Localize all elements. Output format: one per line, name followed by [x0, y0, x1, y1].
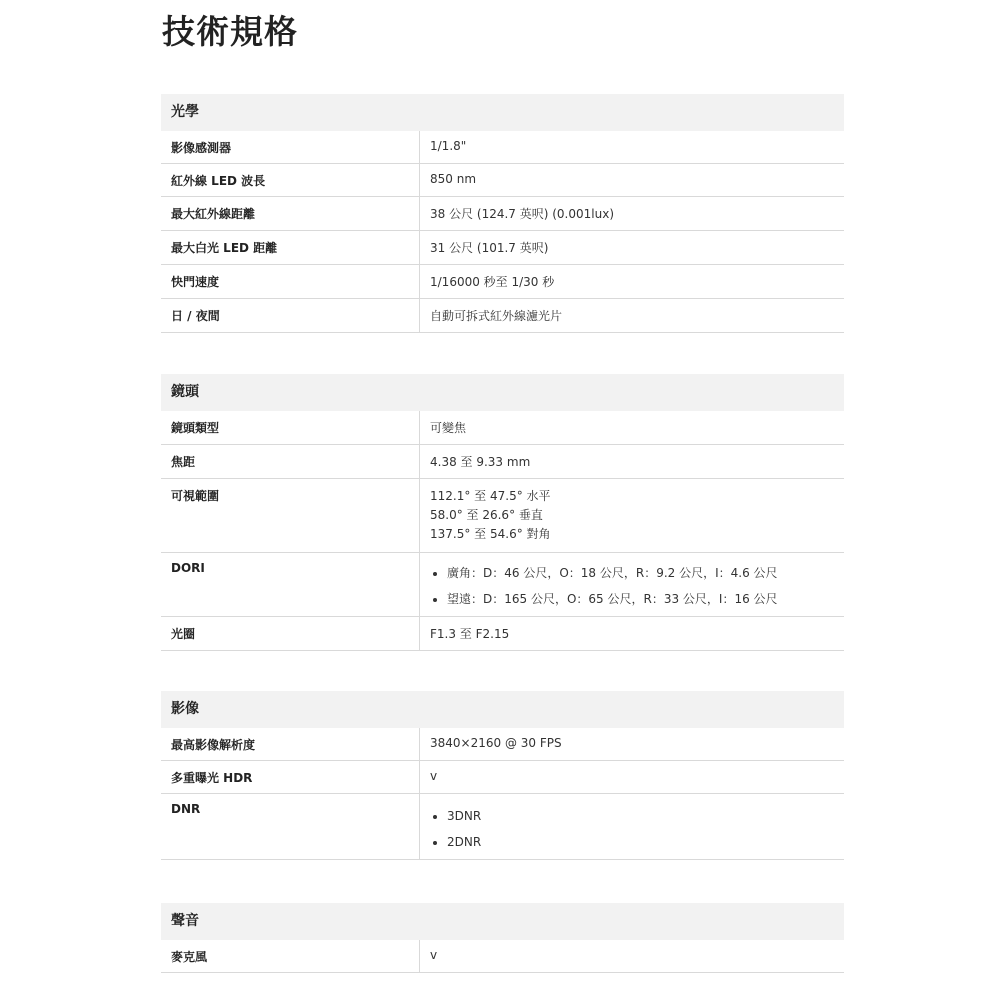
- section-video: [161, 691, 844, 860]
- spec-row-dnr: [161, 794, 844, 860]
- spec-row-day-night: [161, 299, 844, 333]
- section-header-lens: 鏡頭: [161, 374, 844, 411]
- spec-label: 紅外線 LED 波長: [161, 164, 420, 196]
- spec-label: 最大紅外線距離: [161, 197, 420, 230]
- list-item: • 廣角：D：46 公尺，O：18 公尺，R：9.2 公尺，I：4.6 公尺: [447, 560, 844, 586]
- spec-label: 快門速度: [161, 265, 420, 298]
- spec-label: 麥克風: [161, 940, 420, 972]
- section-lens: [161, 374, 844, 651]
- spec-value: 可變焦: [430, 421, 467, 435]
- spec-value: [420, 553, 844, 616]
- spec-label: DORI: [161, 553, 420, 616]
- spec-value: 3840×2160 @ 30 FPS: [430, 736, 562, 750]
- spec-value: 自動可拆式紅外線濾光片: [430, 309, 563, 323]
- list-item: • 3DNR: [447, 803, 844, 829]
- page-title: 技術規格: [162, 12, 298, 51]
- section-header-video: 影像: [161, 691, 844, 728]
- spec-row-shutter: [161, 265, 844, 299]
- spec-value: 1/16000 秒至 1/30 秒: [430, 275, 555, 289]
- spec-value: F1.3 至 F2.15: [430, 627, 510, 641]
- list-item: • 望遠：D：165 公尺，O：65 公尺，R：33 公尺，I：16 公尺: [447, 586, 844, 612]
- spec-value: 4.38 至 9.33 mm: [430, 455, 531, 469]
- spec-label: 光圈: [161, 617, 420, 650]
- spec-label: 可視範圍: [161, 479, 420, 552]
- spec-label: 最高影像解析度: [161, 728, 420, 760]
- spec-row-white-led: [161, 231, 844, 265]
- spec-row-aperture: [161, 617, 844, 651]
- spec-value: 31 公尺 (101.7 英呎): [430, 241, 549, 255]
- spec-row-fov: [161, 479, 844, 553]
- spec-row-focal-length: [161, 445, 844, 479]
- spec-label: 多重曝光 HDR: [161, 761, 420, 793]
- spec-value: [420, 479, 844, 552]
- fov-horizontal: 112.1° 至 47.5° 水平: [430, 489, 551, 503]
- section-header-optics: 光學: [161, 94, 844, 131]
- spec-row-sensor: [161, 131, 844, 164]
- spec-row-microphone: [161, 940, 844, 973]
- dori-list: [430, 560, 844, 612]
- fov-diagonal: 137.5° 至 54.6° 對角: [430, 527, 551, 541]
- spec-label: 影像感測器: [161, 131, 420, 163]
- spec-row-ir-wavelength: [161, 164, 844, 197]
- spec-value: 850 nm: [430, 172, 477, 186]
- spec-value: 38 公尺 (124.7 英呎) (0.001lux): [430, 207, 615, 221]
- spec-value: [420, 794, 844, 859]
- spec-row-resolution: [161, 728, 844, 761]
- section-header-audio: 聲音: [161, 903, 844, 940]
- spec-row-dori: [161, 553, 844, 617]
- fov-vertical: 58.0° 至 26.6° 垂直: [430, 508, 543, 522]
- spec-label: 焦距: [161, 445, 420, 478]
- spec-label: DNR: [161, 794, 420, 859]
- spec-row-lens-type: [161, 411, 844, 445]
- list-item: • 2DNR: [447, 829, 844, 855]
- spec-label: 最大白光 LED 距離: [161, 231, 420, 264]
- spec-value: v: [430, 948, 438, 962]
- spec-value: v: [430, 769, 438, 783]
- spec-value: 1/1.8": [430, 139, 467, 153]
- spec-label: 鏡頭類型: [161, 411, 420, 444]
- section-audio: [161, 903, 844, 973]
- spec-row-hdr: [161, 761, 844, 794]
- spec-row-ir-distance: [161, 197, 844, 231]
- spec-label: 日 / 夜間: [161, 299, 420, 332]
- section-optics: [161, 94, 844, 333]
- dnr-list: [430, 803, 844, 855]
